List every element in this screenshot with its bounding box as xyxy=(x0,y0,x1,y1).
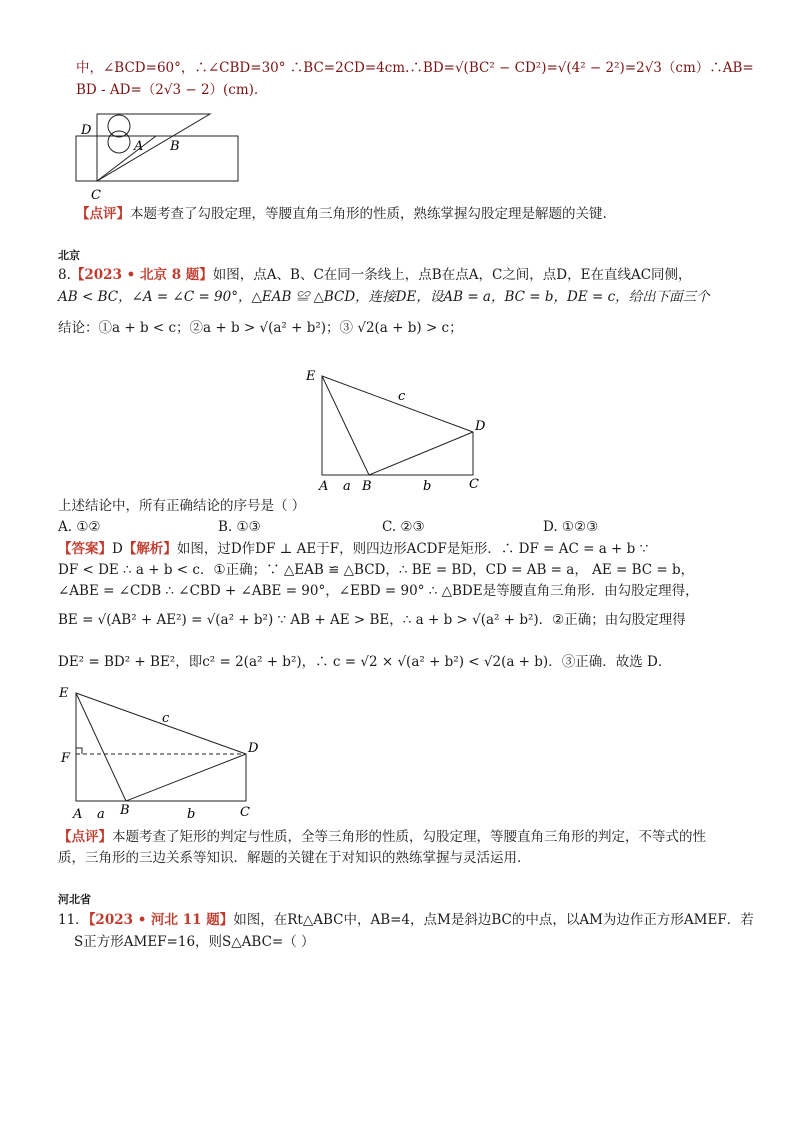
fig2-label-D: D xyxy=(475,419,486,434)
question-8-ask: 上述结论中，所有正确结论的序号是（ ） xyxy=(58,498,306,514)
question-number: 8. xyxy=(58,267,71,283)
question-number: 11． xyxy=(58,912,89,928)
review-note-2-line-1 xyxy=(58,827,706,847)
analysis-text: 如图，过D作DF ⊥ AE于F，则四边形ACDF是矩形．∴ DF = AC = a + b ∵ xyxy=(176,541,649,557)
fig3-label-a: a xyxy=(97,807,105,822)
option-D: D. ①②③ xyxy=(543,519,599,535)
answer-line-1 xyxy=(58,539,648,559)
fig3-label-c: c xyxy=(162,711,170,726)
answer-line-5: DE² = BD² + BE²，即c² = 2(a² + b²)，∴ c = √2 × √(a² + b²) < √2(a + b)．③正确．故选 D． xyxy=(58,654,672,670)
solution-continuation-line-2: BD - AD=（2√3 − 2）(cm). xyxy=(76,82,259,98)
fig2-label-B: B xyxy=(362,479,372,494)
option-C: C. ②③ xyxy=(382,519,425,535)
section-heading-beijing: 北京 xyxy=(58,249,80,262)
review-tag: 【点评】 xyxy=(76,206,130,222)
fig1-label-A: A xyxy=(134,139,144,154)
section-heading-hebei: 河北省 xyxy=(58,893,91,906)
question-8-line-3: 结论：①a + b < c；②a + b > √(a² + b²)；③ √2(a + b) > c； xyxy=(58,320,463,336)
fig3-label-E: E xyxy=(59,686,69,701)
figure-1-triangle-ruler xyxy=(70,104,260,204)
figure-3-rectangle-construction xyxy=(56,684,266,822)
question-8-line-1 xyxy=(58,265,692,285)
question-source: 【2023 • 河北 11 题】 xyxy=(88,912,234,928)
question-text: 如图，点A、B、C在同一条线上，点B在点A，C之间，点D，E在直线AC同侧， xyxy=(212,267,692,283)
fig3-label-D: D xyxy=(248,741,259,756)
question-source: 【2023 • 北京 8 题】 xyxy=(70,267,213,283)
fig1-label-C: C xyxy=(91,188,101,203)
analysis-tag: 【解析】 xyxy=(122,541,177,557)
fig2-label-E: E xyxy=(306,369,316,384)
review-note-2-line-2: 质，三角形的三边关系等知识．解题的关键在于对知识的熟练掌握与灵活运用． xyxy=(58,850,531,866)
fig3-label-A: A xyxy=(73,807,83,822)
fig3-label-C: C xyxy=(240,805,250,820)
review-text: 本题考查了勾股定理，等腰直角三角形的性质，熟练掌握勾股定理是解题的关键. xyxy=(130,206,607,222)
figure-2-quadrilateral xyxy=(302,364,502,496)
fig3-label-b: b xyxy=(187,807,196,822)
fig2-label-C: C xyxy=(469,477,479,492)
question-text: 如图，在Rt△ABC中，AB=4，点M是斜边BC的中点，以AM为边作正方形AMEF．若 xyxy=(233,912,754,928)
answer-line-2: DF < DE ∴ a + b < c．①正确；∵ △EAB ≌ △BCD，∴ BE = BD，CD = AB = a， AE = BC = b， xyxy=(58,562,695,578)
solution-continuation-line-1: 中，∠BCD=60°，∴∠CBD=30° ∴BC=2CD=4cm.∴BD=√(BC² − CD²)=√(4² − 2²)=2√3（cm）∴AB= xyxy=(76,60,754,76)
option-B: B. ①③ xyxy=(218,519,261,535)
answer-value: D xyxy=(112,541,123,557)
fig2-label-b: b xyxy=(423,479,432,494)
answer-line-4: BE = √(AB² + AE²) = √(a² + b²) ∵ AB + AE > BE，∴ a + b > √(a² + b²)．②正确；由勾股定理得 xyxy=(58,612,686,628)
review-text: 本题考查了矩形的判定与性质，全等三角形的性质，勾股定理，等腰直角三角形的判定，不等式的性 xyxy=(112,829,706,845)
fig3-label-F: F xyxy=(61,751,71,766)
question-11-line-2: S正方形AMEF=16，则S△ABC=（ ） xyxy=(74,934,315,950)
fig1-label-B: B xyxy=(170,139,180,154)
question-8-line-2: AB < BC，∠A = ∠C = 90°，△EAB ≌ △BCD，连接DE，设AB = a，BC = b，DE = c，给出下面三个 xyxy=(58,289,710,305)
option-A: A. ①② xyxy=(58,519,101,535)
answer-line-3: ∠ABE = ∠CDB ∴ ∠CBD + ∠ABE = 90°，∠EBD = 90° ∴ △BDE是等腰直角三角形．由勾股定理得， xyxy=(58,583,699,599)
fig3-label-B: B xyxy=(120,803,130,818)
review-tag: 【点评】 xyxy=(58,829,112,845)
fig2-label-A: A xyxy=(319,479,329,494)
question-11-line-1 xyxy=(58,910,754,930)
fig2-label-c: c xyxy=(398,389,406,404)
review-note-1 xyxy=(76,204,607,224)
fig1-label-D: D xyxy=(81,123,92,138)
answer-tag: 【答案】 xyxy=(58,541,112,557)
fig2-label-a: a xyxy=(343,479,351,494)
